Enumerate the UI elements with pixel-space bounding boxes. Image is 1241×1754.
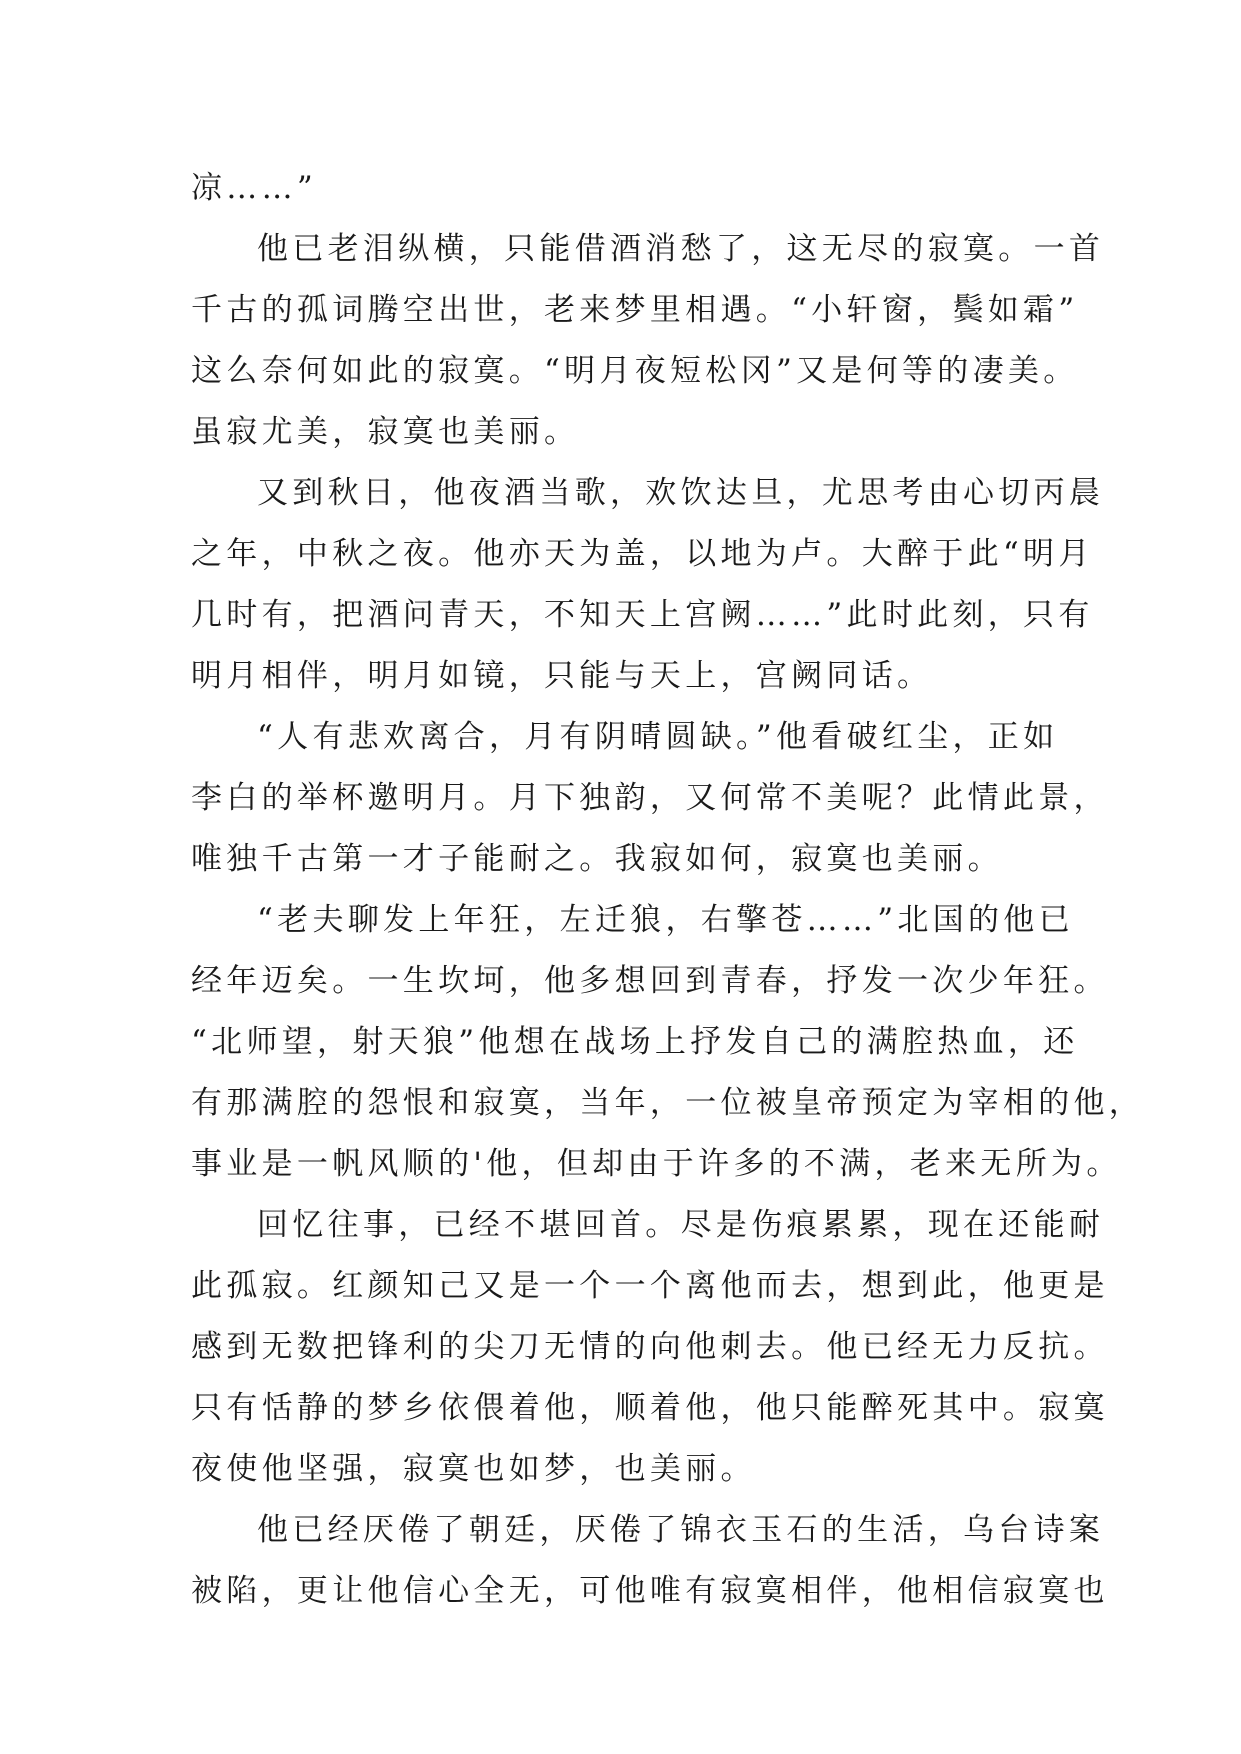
text-line: 有那满腔的怨恨和寂寞，当年，一位被皇帝预定为宰相的他， [191, 1085, 1145, 1121]
paragraph-first-line: “老夫聊发上年狂，左迁狼，右擎苍……”北国的他已 [257, 902, 1074, 938]
paragraph-first-line: 他已老泪纵横，只能借酒消愁了，这无尽的寂寞。一首 [257, 231, 1105, 267]
text-line: 几时有，把酒问青天，不知天上宫阙……”此时此刻，只有 [191, 597, 1094, 633]
text-line: 此孤寂。红颜知己又是一个一个离他而去，想到此，他更是 [191, 1268, 1109, 1304]
text-line: 虽寂尤美，寂寞也美丽。 [191, 414, 580, 450]
text-line: 事业是一帆风顺的'他，但却由于许多的不满，老来无所为。 [191, 1146, 1122, 1182]
text-line: 只有恬静的梦乡依偎着他，顺着他，他只能醉死其中。寂寞 [191, 1390, 1109, 1426]
text-line: 千古的孤词腾空出世，老来梦里相遇。“小轩窗，鬓如霜” [191, 292, 1079, 328]
text-line: 经年迈矣。一生坎坷，他多想回到青春，抒发一次少年狂。 [191, 963, 1109, 999]
text-line: 感到无数把锋利的尖刀无情的向他刺去。他已经无力反抗。 [191, 1329, 1109, 1365]
paragraph-first-line: 他已经厌倦了朝廷，厌倦了锦衣玉石的生活，乌台诗案 [257, 1512, 1105, 1548]
text-line: 凉……” [191, 170, 318, 206]
text-line: “北师望，射天狼”他想在战场上抒发自己的满腔热血，还 [191, 1024, 1079, 1060]
text-line: 李白的举杯邀明月。月下独韵，又何常不美呢？此情此景， [191, 780, 1109, 816]
paragraph-first-line: 回忆往事，已经不堪回首。尽是伤痕累累，现在还能耐 [257, 1207, 1105, 1243]
paragraph-first-line: 又到秋日，他夜酒当歌，欢饮达旦，尤思考由心切丙晨 [257, 475, 1105, 511]
text-line: 唯独千古第一才子能耐之。我寂如何，寂寞也美丽。 [191, 841, 1003, 877]
text-line: 夜使他坚强，寂寞也如梦，也美丽。 [191, 1451, 756, 1487]
essay-body [191, 158, 1145, 1622]
paragraph-first-line: “人有悲欢离合，月有阴晴圆缺。”他看破红尘，正如 [257, 719, 1059, 755]
text-line: 这么奈何如此的寂寞。“明月夜短松冈”又是何等的凄美。 [191, 353, 1079, 389]
text-line: 被陷，更让他信心全无，可他唯有寂寞相伴，他相信寂寞也 [191, 1573, 1109, 1609]
text-line: 明月相伴，明月如镜，只能与天上，宫阙同话。 [191, 658, 933, 694]
text-line: 之年，中秋之夜。他亦天为盖，以地为卢。大醉于此“明月 [191, 536, 1094, 572]
